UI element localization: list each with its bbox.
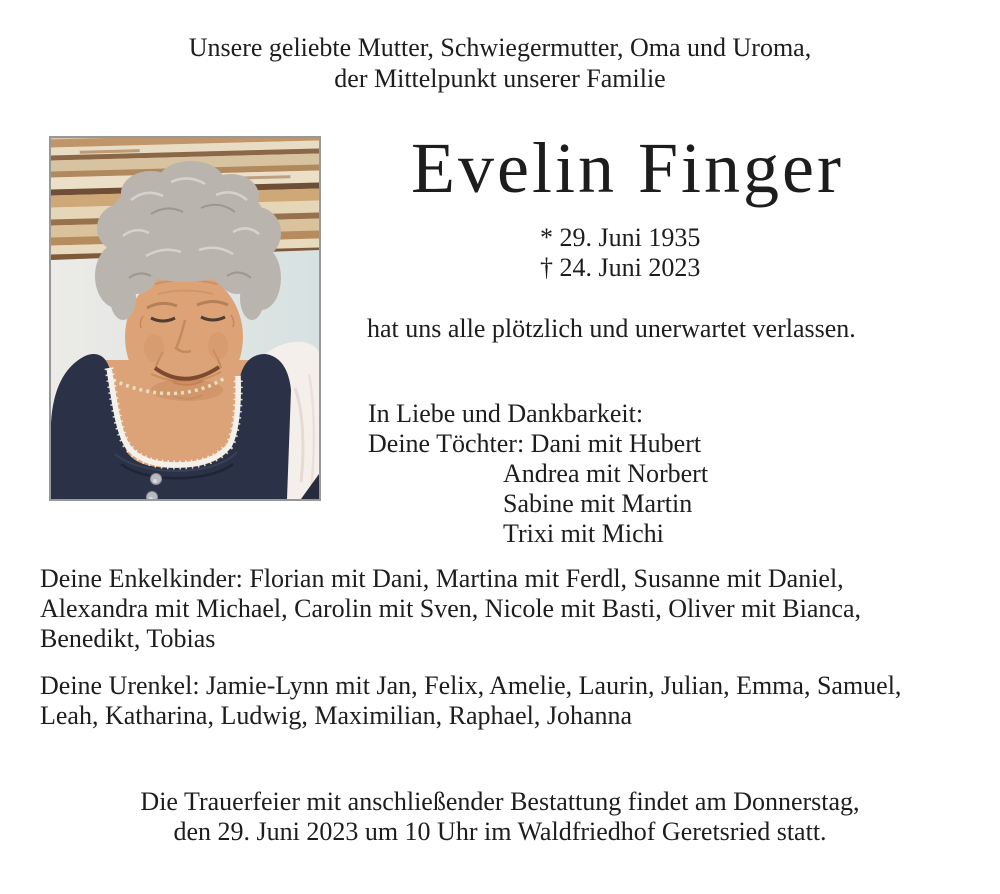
funeral-info (0, 787, 1000, 847)
daughter-line: Sabine mit Martin (503, 489, 693, 518)
daughters-line: Deine Töchter: Dani mit Hubert (368, 429, 702, 458)
funeral-line: Die Trauerfeier mit anschließender Bestattung findet am Donnerstag, (140, 787, 860, 816)
funeral-line: den 29. Juni 2023 um 10 Uhr im Waldfriedhof Geretsried statt. (173, 817, 827, 846)
life-dates (540, 223, 700, 283)
daughter-line: Trixi mit Michi (503, 519, 664, 548)
statement: hat uns alle plötzlich und unerwartet verlassen. (367, 314, 856, 343)
grandchildren-line: Deine Enkelkinder: Florian mit Dani, Martina mit Ferdl, Susanne mit Daniel, (40, 564, 844, 593)
death-date: † 24. Juni 2023 (540, 253, 701, 282)
grandchildren-block (40, 564, 861, 654)
great-grandchildren-line: Deine Urenkel: Jamie-Lynn mit Jan, Felix, Amelie, Laurin, Julian, Emma, Samuel, (40, 671, 902, 700)
deceased-name: Evelin Finger (411, 128, 844, 208)
mourning-heading: In Liebe und Dankbarkeit: (368, 399, 644, 428)
mourning-block (368, 399, 708, 549)
intro-line-1: Unsere geliebte Mutter, Schwiegermutter, Oma und Uroma, (188, 33, 812, 62)
grandchildren-line: Alexandra mit Michael, Carolin mit Sven, Nicole mit Basti, Oliver mit Bianca, (40, 594, 861, 623)
daughter-line: Andrea mit Norbert (503, 459, 709, 488)
birth-date: * 29. Juni 1935 (540, 223, 701, 252)
great-grandchildren-line: Leah, Katharina, Ludwig, Maximilian, Raphael, Johanna (40, 701, 633, 730)
dress-button (151, 474, 162, 485)
grandchildren-line: Benedikt, Tobias (40, 624, 216, 653)
intro-text (0, 32, 1000, 94)
intro-line-2: der Mittelpunkt unserer Familie (334, 64, 666, 93)
portrait-photo (49, 136, 321, 501)
great-grandchildren-block (40, 671, 901, 731)
portrait-photo-illustration (51, 138, 319, 499)
